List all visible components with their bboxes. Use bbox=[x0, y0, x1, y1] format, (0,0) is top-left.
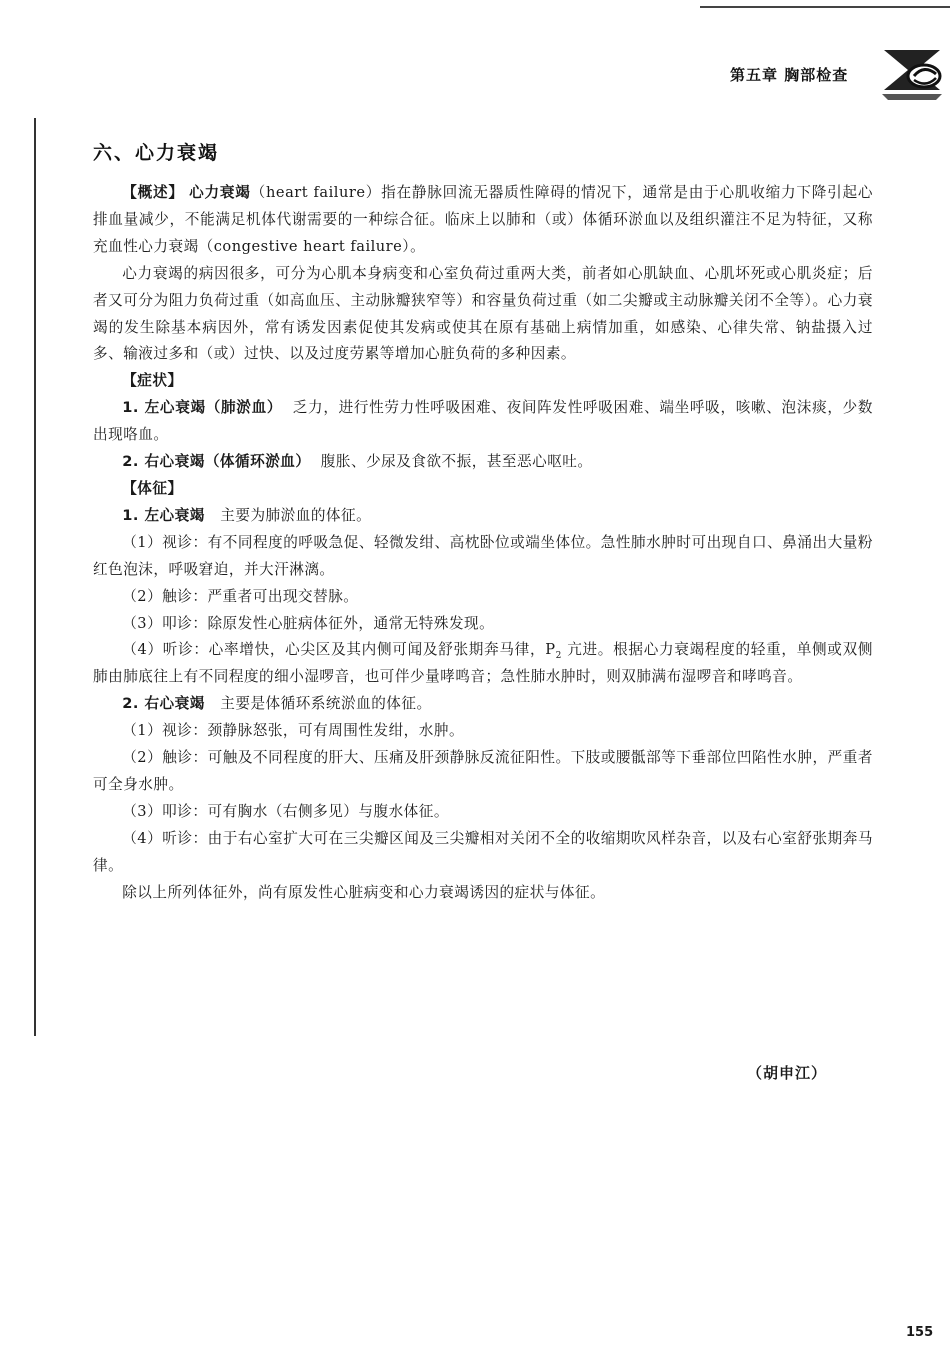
chapter-header: 第五章 胸部检查 bbox=[730, 66, 849, 84]
article-body bbox=[93, 180, 873, 906]
signs-left-palpation: （2）触诊：严重者可出现交替脉。 bbox=[122, 587, 359, 605]
overview-term: 心力衰竭 bbox=[189, 184, 251, 201]
signs-left-text: 主要为肺淤血的体征。 bbox=[220, 506, 372, 524]
etiology-paragraph: 心力衰竭的病因很多，可分为心肌本身病变和心室负荷过重两大类，前者如心肌缺血、心肌坏死或心肌炎症；后者又可分为阻力负荷过重（如高血压、主动脉瓣狭窄等）和容量负荷过重（如二尖瓣或主动脉瓣关闭不全等）。心力衰竭的发生除基本病因外，常有诱发因素促使其发病或使其在原有基础上病情加重，如感染、心律失常、钠盐摄入过多、输液过多和（或）过快、以及过度劳累等增加心脏负荷的多种因素。 bbox=[93, 264, 873, 363]
signs-left-auscultation: （4）听诊：心率增快，心尖区及其内侧可闻及舒张期奔马律，$P_2$ 亢进。根据心力衰竭程度的轻重，单侧或双侧肺由肺底往上有不同程度的细小湿啰音，也可伴少量哮鸣音；急性肺水肿时，则双肺满布湿啰音和哮鸣音。 bbox=[93, 641, 874, 686]
signs-right-percussion: （3）叩诊：可有胸水（右侧多见）与腹水体征。 bbox=[122, 802, 449, 820]
overview-paragraph bbox=[93, 180, 873, 261]
symptom-right-heart bbox=[93, 449, 873, 476]
overview-heading: 【概述】 bbox=[122, 184, 184, 201]
signs-left-heading bbox=[93, 503, 873, 530]
symptoms-heading: 【症状】 bbox=[122, 372, 183, 390]
symptom-left-term: 1. 左心衰竭（肺淤血） bbox=[122, 399, 283, 417]
chapter-logo-icon bbox=[880, 46, 944, 102]
closing-paragraph: 除以上所列体征外，尚有原发性心脏病变和心力衰竭诱因的症状与体征。 bbox=[122, 883, 606, 901]
symptom-left-text: 乏力，进行性劳力性呼吸困难、夜间阵发性呼吸困难、端坐呼吸，咳嗽、泡沫痰，少数出现咯血。 bbox=[93, 399, 873, 444]
symptom-right-text: 腹胀、少尿及食欲不振，甚至恶心呕吐。 bbox=[320, 453, 593, 471]
signs-right-text: 主要是体循环系统淤血的体征。 bbox=[220, 695, 432, 713]
section-title: 六、心力衰竭 bbox=[93, 142, 220, 164]
signs-right-heading bbox=[93, 691, 873, 718]
signs-right-auscultation: （4）听诊：由于右心室扩大可在三尖瓣区闻及三尖瓣相对关闭不全的收缩期吹风样杂音，以及右心室舒张期奔马律。 bbox=[93, 829, 873, 874]
signs-right-palpation: （2）触诊：可触及不同程度的肝大、压痛及肝颈静脉反流征阳性。下肢或腰骶部等下垂部位凹陷性水肿，严重者可全身水肿。 bbox=[93, 749, 873, 793]
symptom-left-heart bbox=[93, 395, 873, 449]
signs-right-inspection: （1）视诊：颈静脉怒张，可有周围性发绀，水肿。 bbox=[122, 722, 465, 740]
top-rule bbox=[700, 6, 950, 8]
overview-text: （heart failure）指在静脉回流无器质性障碍的情况下，通常是由于心肌收缩力下降引起心排血量减少，不能满足机体代谢需要的一种综合征。临床上以肺和（或）体循环淤血以及组织灌注不足为特征，又称充血性心力衰竭（congestive heart failure）。 bbox=[93, 184, 873, 255]
signs-right-term: 2. 右心衰竭 bbox=[122, 695, 205, 713]
author-credit: （胡申江） bbox=[747, 1064, 828, 1082]
margin-rule bbox=[34, 118, 36, 1036]
page-number: 155 bbox=[906, 1325, 934, 1340]
signs-left-term: 1. 左心衰竭 bbox=[122, 506, 205, 524]
symptom-right-term: 2. 右心衰竭（体循环淤血） bbox=[122, 453, 311, 471]
signs-left-inspection: （1）视诊：有不同程度的呼吸急促、轻微发绀、高枕卧位或端坐体位。急性肺水肿时可出现自口、鼻涌出大量粉红色泡沫，呼吸窘迫，并大汗淋漓。 bbox=[93, 533, 873, 578]
signs-heading: 【体征】 bbox=[122, 479, 183, 497]
signs-left-percussion: （3）叩诊：除原发性心脏病体征外，通常无特殊发现。 bbox=[122, 614, 495, 632]
